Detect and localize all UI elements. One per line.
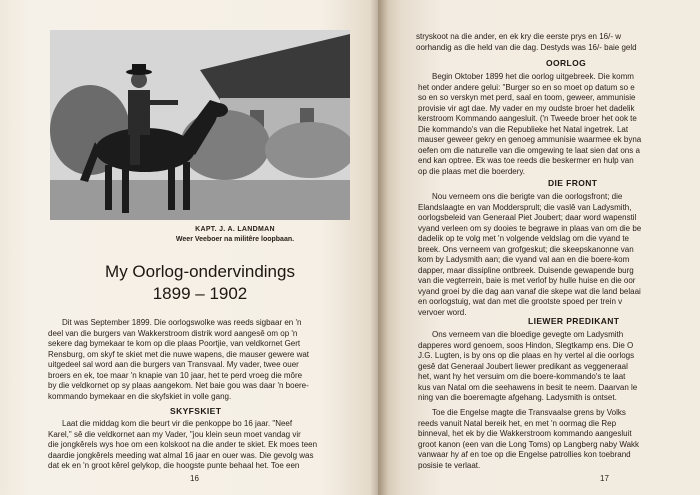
photo-caption-subtitle: Weer Veeboer na militêre loopbaan.	[175, 236, 295, 243]
text-line: Dit was September 1899. Die oorlogswolke was reeds sigbaar en 'n	[62, 318, 302, 327]
text-line: deel van die burgers van Wakkerstroom distrik word aangesê om op 'n	[48, 328, 298, 338]
text-line: het onder andere gelui: "Burger so en so moet op datum so e	[418, 82, 635, 92]
text-line: kom by Ladysmith aan; die vyand val aan en die boere-kom	[418, 255, 630, 264]
text-line: Elandslaagte en van Moddersprult; die vaslê van Ladysmith,	[418, 202, 632, 212]
text-line: stryskoot na die ander, en ek kry die eerste prys en 16/- w	[416, 32, 621, 41]
text-line: Toe die Engelse magte die Transvaalse grens by Volks	[432, 408, 626, 417]
article-years: 1899 – 1902	[152, 284, 248, 303]
page-number-right: 17	[600, 474, 609, 483]
text-line: sekere dag bymekaar te kom op die plaas Poortjie, van veldkornet Gert	[48, 339, 301, 348]
text-line: dat ek en 'n groot kêrel gelykop, die hoogste punte behaal het. Toe een	[48, 461, 300, 470]
section-heading-liewer-predikant: LIEWER PREDIKANT	[528, 316, 620, 326]
text-line: vyand groei by die dag aan vanaf die skepe wat die land belaai	[418, 286, 641, 296]
text-line: en oorlogstuig, wat dan met die grootste spoed per trein v	[418, 297, 623, 306]
text-line: binneval, het ek by die Wakkerstroom kommando aangesluit	[418, 429, 632, 438]
text-line: end kan optree. Ek was toe reeds die beskermer en hulp van	[418, 156, 634, 165]
text-line: Laat die middag kom die beurt vir die penkoppe bo 16 jaar. "Neef	[62, 419, 293, 428]
text-line: oefen om die naturelle van die omgewing te laat sien dat ons a	[418, 145, 640, 155]
intro-paragraph	[48, 318, 348, 402]
text-line: mauser geweer gekry en genoeg ammunisie waarmee ek byna	[418, 135, 642, 144]
text-line: vervoer word.	[418, 307, 467, 317]
text-line: dadelik op te volg met 'n volgende veldslag om die vyand te	[418, 234, 629, 243]
soldier-on-horse-photo	[50, 30, 350, 220]
photo-caption-name: KAPT. J. A. LANDMAN	[195, 226, 275, 233]
text-line: vanwaar hy af en toe op die Engelse patrollies kon toebrand	[418, 450, 631, 459]
text-line: breek. Ons verneem van grofgeskut; die skeepskanonne van	[418, 244, 634, 254]
text-line: kerstroom Kommando aangesluit. ('n Tweede broer het ook te	[418, 114, 637, 123]
text-line: by die veldkornet op sy plaas aangekom. Net baie gou was daar 'n boere-	[48, 381, 309, 390]
section-heading-skyfskiet: SKYFSKIET	[170, 406, 222, 416]
text-line: Die kommando's van die Republieke het Natal ingetrek. Lat	[418, 124, 629, 134]
text-line: posisie te verlaat.	[418, 460, 481, 470]
text-line: daardie jongkêrels meeding wat almal 16 jaar en ouer was. Die gevolg was	[48, 450, 314, 460]
text-line: oorhandig as die held van die dag. Destyds was 16/- baie geld	[416, 42, 637, 52]
text-line: reeds vanuit Natal bereik het, en met 'n oormag die Rep	[418, 418, 617, 428]
text-line: so en so verskyn met perd, saal en toom, geweer, ammunisie	[418, 93, 636, 102]
page-number-left: 16	[190, 474, 199, 483]
text-line: dapperes word genoem, soos Hindon, Slegtkamp ens. Die O	[418, 340, 634, 350]
text-line: broers en ek, toe maar 'n knapie van 10 jaar, het te perd vroeg die môre	[48, 370, 303, 380]
text-line: uitgedeel sal word aan die burgers van Transvaal. My vader, twee ouer	[48, 360, 299, 369]
text-line: Ons verneem van die bloedige gevegte om Ladysmith	[432, 330, 624, 339]
section-heading-oorlog: OORLOG	[546, 58, 587, 68]
text-line: dapper, maar dissipline ontbreek. Duisende gewapende burg	[418, 265, 634, 275]
text-line: J.G. Lugten, is by ons op die plaas en hy vertel al die oorlogs	[418, 351, 635, 360]
text-line: Karel," sê die veldkornet aan my Vader, "jou klein seun moet vandag vir	[48, 429, 301, 439]
predikant-paragraph	[418, 330, 700, 404]
text-line: Nou verneem ons die berigte van die oorlogsfront; die	[432, 192, 623, 201]
text-line: het, want hy het versuim om die boere-kommando's te laat	[418, 372, 626, 381]
text-line: van die vegterrein, baie is met verlof by hulle huise en die oor	[418, 276, 636, 285]
text-line: kus van Natal om die seehawens in besit te neem. Daarvan le	[418, 382, 638, 392]
text-line: die jongkêrels wys hoe om een kolskoot na die ander te skiet. Ek moes teen	[48, 440, 318, 449]
text-line: Rensburg, om skyf te skiet met die nuwe wapens, die mauser gewere wat	[48, 349, 310, 359]
section-heading-die-front: DIE FRONT	[548, 178, 598, 188]
text-line: op die plaas met die boerdery.	[418, 166, 526, 176]
right-page	[378, 0, 700, 495]
oorlog-paragraph	[418, 72, 700, 177]
continued-paragraph	[416, 32, 700, 53]
text-line: Begin Oktober 1899 het die oorlog uitgebreek. Die komm	[432, 72, 634, 81]
front-paragraph	[418, 192, 700, 318]
photo-illustration	[50, 30, 350, 220]
final-paragraph	[418, 408, 700, 471]
skyfskiet-paragraph	[48, 419, 348, 472]
text-line: gesê dat Generaal Joubert liewer predikant as veggeneraal	[418, 361, 628, 371]
text-line: oorlogsbeleid van Generaal Piet Joubert; daar word wapenstil	[418, 213, 637, 222]
text-line: provisie vir agt dae. My vader en my oudste broer het dadelik	[418, 103, 635, 113]
text-line: ning van die boeremagte afgehang. Ladysmith is ontset.	[418, 393, 617, 402]
text-line: groot kanon (een van die Long Toms) op Langberg naby Wakk	[418, 439, 640, 449]
text-line: vyand verleen om sy dooies te begrawe in plaas van om die be	[418, 223, 642, 233]
article-title: My Oorlog-ondervindings	[105, 262, 295, 281]
text-line: kommando bymekaar en die skyfskiet in volle gang.	[48, 391, 232, 401]
